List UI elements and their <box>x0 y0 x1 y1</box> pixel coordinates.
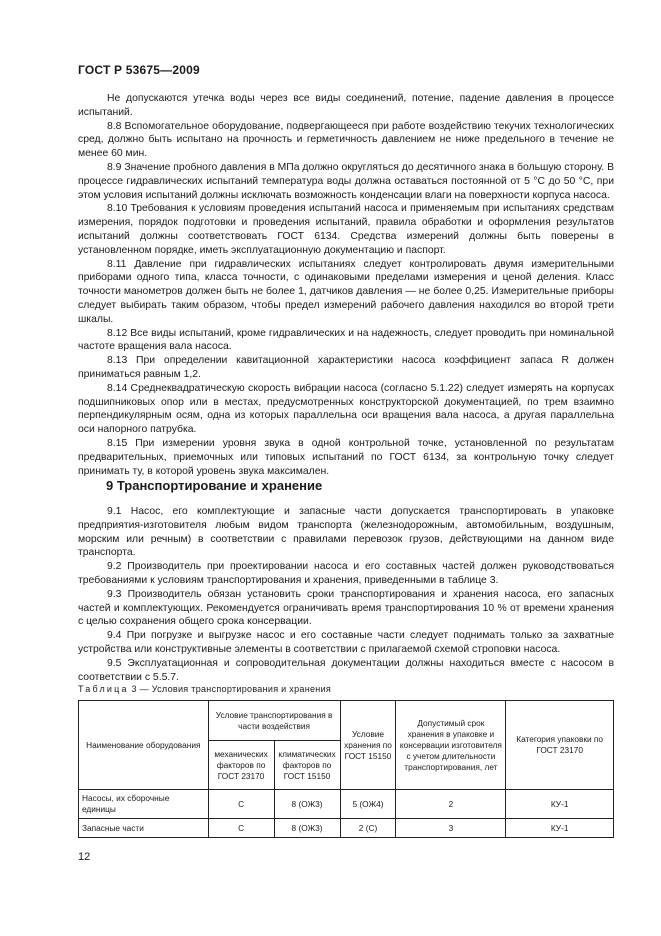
cell-term: 3 <box>396 819 506 838</box>
section-9-text <box>78 505 614 684</box>
paragraph: 9.5 Эксплуатационная и сопроводительная документации должны находиться вместе с насосом в соответствии с 5.5.7. <box>78 657 614 683</box>
header-transport-group: Условие транспортирования в части воздействия <box>208 701 340 741</box>
paragraph: 9.3 Производитель обязан установить сроки транспортирования и хранения насоса, его запасных частей и комплектующих. Рекомендуется ограничивать время транспортирования 10 % от времени хранения с целью сохранения общего срока консервации. <box>78 588 614 628</box>
header-climatic: климатических факторов по ГОСТ 15150 <box>274 741 340 790</box>
cell-mech: С <box>208 790 274 819</box>
paragraph: 8.8 Вспомогательное оборудование, подвергающееся при работе воздействию текучих технологических сред, должно быть испытано на прочность и герметичность давлением не ниже предельного в течение не менее 60 мин. <box>78 120 614 160</box>
paragraph: 9.4 При погрузке и выгрузке насос и его составные части следует поднимать только за захватные устройства или конструктивные элементы в соответствии с прилагаемой схемой строповки насоса. <box>78 630 614 655</box>
paragraph: 8.14 Среднеквадратическую скорость вибрации насоса (согласно 5.1.22) следует измерять на корпусах подшипниковых опор или в местах, предусмотренных конструкторской документацией, по трем взаимно перпендикулярным осям, одна из которых параллельна оси вращения вала насоса, а другая параллельна оси напорного патрубка. <box>78 382 614 436</box>
header-mechanical: механических факторов по ГОСТ 23170 <box>208 741 274 790</box>
cell-name: Насосы, их сборочные единицы <box>79 790 209 819</box>
section-title: 9 Транспортирование и хранение <box>106 478 323 493</box>
table-row <box>79 790 614 819</box>
paragraph: 8.11 Давление при гидравлических испытаниях следует контролировать двумя измерительными приборами одного типа, класса точности, с одинаковыми пределами измерения и ценой деления. Класс точности манометров должен быть не более 1, датчиков давления — не более 0,25. Измерительные приборы следует выбирать таким образом, чтобы предел измерений рабочего давления находился во второй трети шкалы. <box>78 258 614 325</box>
cell-mech: С <box>208 819 274 838</box>
paragraph: 9.1 Насос, его комплектующие и запасные части допускается транспортировать в упаковке предприятия-изготовителя любым видом транспорта (железнодорожным, автомобильным, воздушным, морским или речным) в соответствии с правилами перевозок грузов, действующими на данном виде транспорта. <box>78 506 614 559</box>
storage-conditions-table <box>78 700 614 838</box>
cell-name: Запасные части <box>79 819 209 838</box>
header-term: Допустимый срок хранения в упаковке и консервации изготовителя с учетом длительности транспортирования, лет <box>396 701 506 790</box>
table-caption <box>78 684 331 694</box>
document-header: ГОСТ Р 53675—2009 <box>78 63 200 77</box>
table-caption-text: 3 — Условия транспортирования и хранения <box>131 684 332 694</box>
cell-clim: 8 (ОЖ3) <box>274 819 340 838</box>
cell-storage: 5 (ОЖ4) <box>340 790 396 819</box>
paragraph: 9.2 Производитель при проектировании насоса и его составных частей должен руководствоваться требованиями к условиям транспортирования и хранения, приведенными в таблице 3. <box>78 561 614 586</box>
paragraph: 8.10 Требования к условиям проведения испытаний насоса и применяемым при испытаниях средствам измерения, порядок подготовки и проведения испытаний, правила обработки и оформления результатов испытаний должны соответствовать ГОСТ 6134. Средства измерений должны быть поверены в установленном порядке, иметь эксплуатационную документацию и паспорт. <box>78 203 614 256</box>
cell-storage: 2 (С) <box>340 819 396 838</box>
header-equipment: Наименование оборудования <box>79 701 209 790</box>
table-caption-word: Таблица <box>78 684 129 694</box>
table-row <box>79 819 614 838</box>
cell-term: 2 <box>396 790 506 819</box>
cell-pack: КУ-1 <box>506 790 614 819</box>
cell-clim: 8 (ОЖ3) <box>274 790 340 819</box>
header-storage: Условие хранения по ГОСТ 15150 <box>340 701 396 790</box>
paragraph: 8.9 Значение пробного давления в МПа должно округляться до десятичного знака в большую сторону. В процессе гидравлических испытаний температура воды должна оставаться постоянной от 5 °С до 50 °С, при этом условия испытаний должны исключать возможность конденсации влаги на поверхности корпуса насоса. <box>78 161 614 201</box>
page-number: 12 <box>78 851 91 863</box>
paragraph: 8.15 При измерении уровня звука в одной контрольной точке, установленной по результатам предварительных, приемочных или типовых испытаний по ГОСТ 6134, за контрольную точку следует принимать ту, в которой уровень звука максимален. <box>78 437 614 477</box>
paragraph: 8.13 При определении кавитационной характеристики насоса коэффициент запаса R должен приниматься равным 1,2. <box>78 355 614 380</box>
header-package: Категория упаковки по ГОСТ 23170 <box>506 701 614 790</box>
paragraph: Не допускаются утечка воды через все виды соединений, потение, падение давления в процессе испытаний. <box>78 93 614 118</box>
paragraph: 8.12 Все виды испытаний, кроме гидравлических и на надежность, следует проводить при номинальной частоте вращения вала насоса. <box>78 327 614 353</box>
section-8-text <box>78 92 614 478</box>
cell-pack: КУ-1 <box>506 819 614 838</box>
